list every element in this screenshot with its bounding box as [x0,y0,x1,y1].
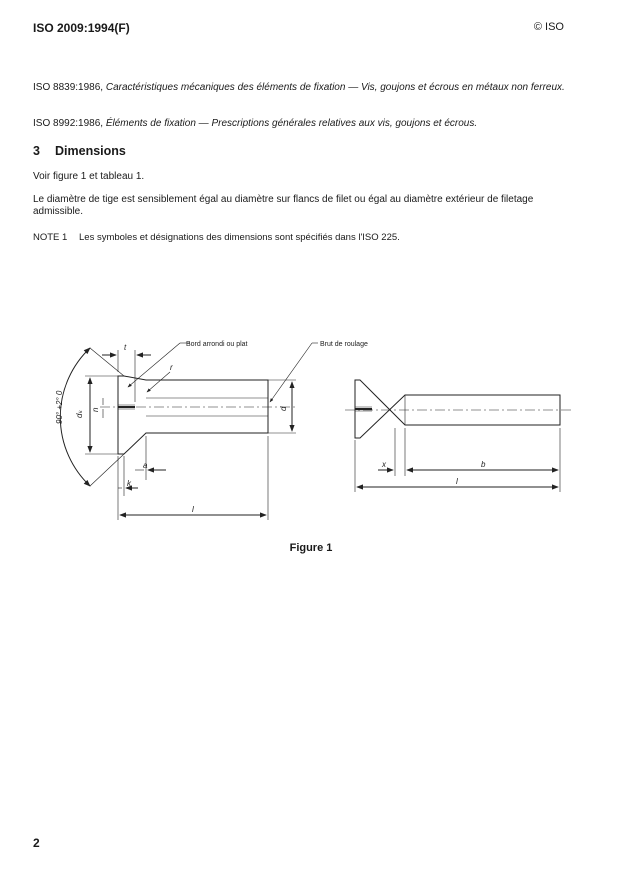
r-label: r [170,363,173,372]
t-label: t [124,343,127,352]
reference-number: ISO 8992:1986, [33,118,104,129]
body-text: Le diamètre de tige est sensiblement égal au diamètre sur flancs de filet ou égal au diamètre extérieur de filetage admissible. [33,194,534,217]
section-number: 3 [33,144,40,158]
x-label: x [382,460,386,469]
reference-number: ISO 8839:1986, [33,82,104,93]
a-label: a [143,461,148,470]
note-text: Les symboles et désignations des dimensions sont spécifiés dans l'ISO 225. [79,232,400,243]
figure-caption: Figure 1 [289,542,333,554]
section-title: Dimensions [55,144,126,158]
d-label: d [279,406,288,411]
l-label-left: l [192,505,194,514]
copyright: © ISO [533,21,564,33]
k-label: k [127,479,131,488]
callout-rolled: Brut de roulage [320,341,368,348]
reference-title: Caractéristiques mécaniques des éléments de fixation — Vis, goujons et écrous en métaux non ferreux. [105,82,565,93]
left-screw-outline [100,376,296,454]
see-figure-text: Voir figure 1 et tableau 1. [33,171,145,182]
note-label: NOTE 1 [33,232,68,243]
dk-label: dₖ [75,410,84,418]
l-label-right: l [456,477,458,486]
right-screw-outline [345,380,572,438]
reference-title: Éléments de fixation — Prescriptions générales relatives aux vis, goujons et écrous. [105,118,478,129]
b-label: b [481,460,486,469]
angle-label: 90° +2° 0 [55,390,64,424]
callout-edge: Bord arrondi ou plat [186,341,248,348]
standard-id: ISO 2009:1994(F) [33,21,130,35]
n-label: n [91,407,100,412]
page-number: 2 [33,836,40,850]
